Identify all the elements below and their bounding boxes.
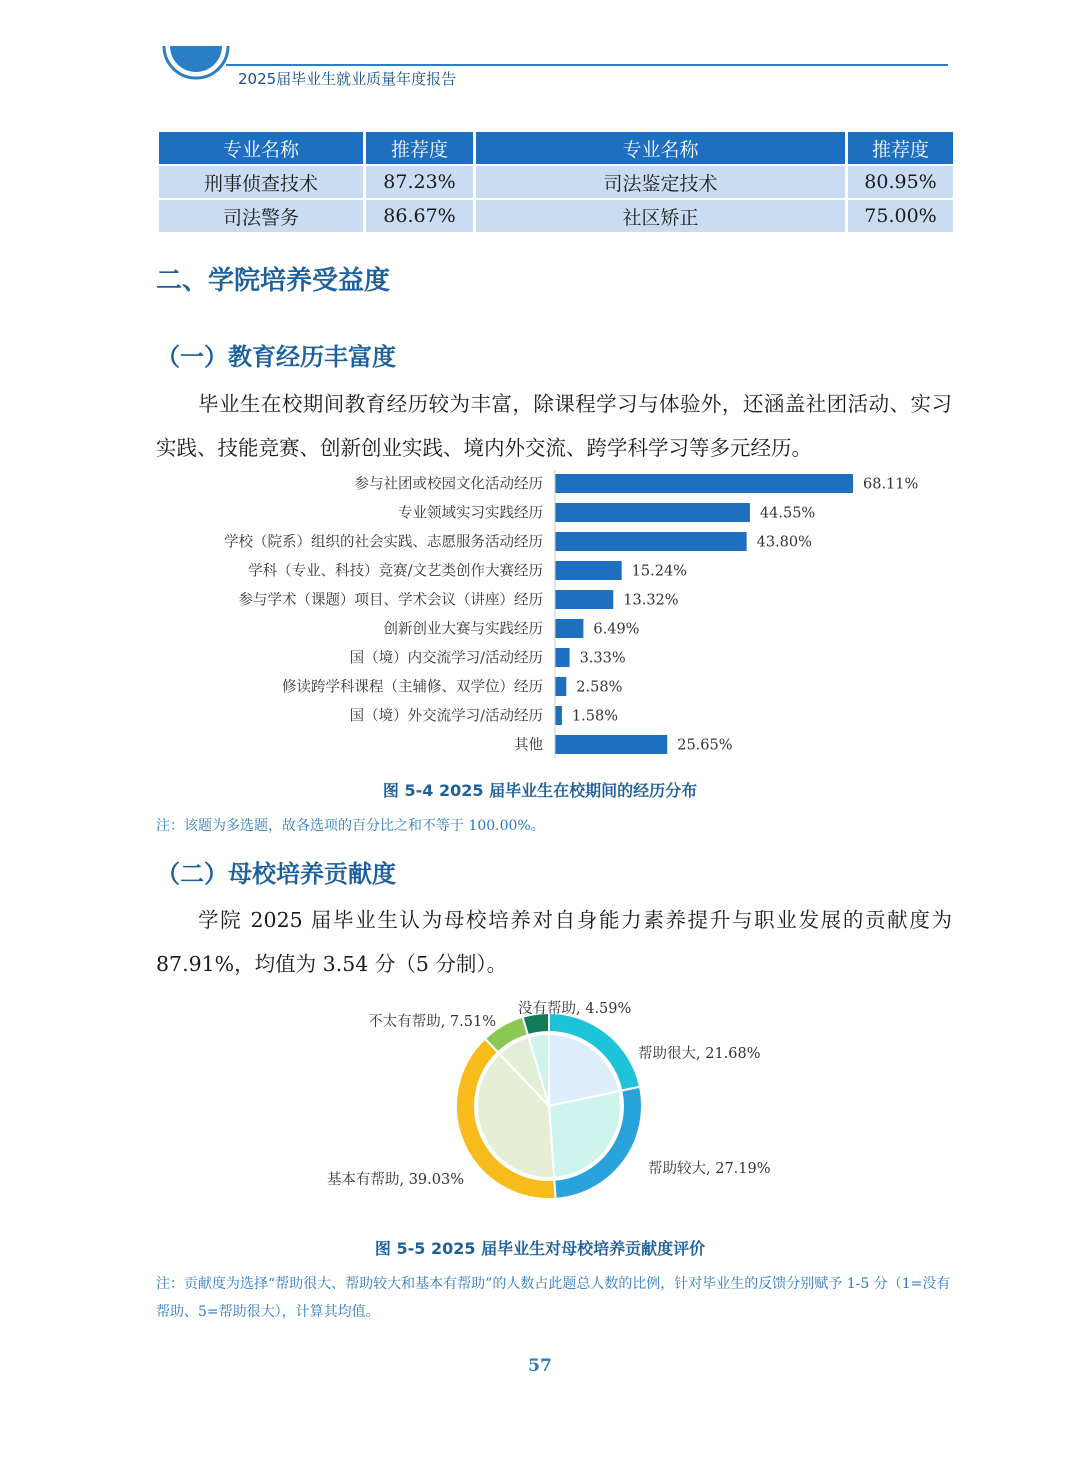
bar-value-label: 1.58%	[571, 708, 618, 725]
bar-value-label: 44.55%	[759, 505, 816, 522]
subsection-heading-2: （二）母校培养贡献度	[156, 860, 396, 888]
bar-category-label: 参与学术（课题）项目、学术会议（讲座）经历	[238, 592, 543, 609]
paragraph-experience: 毕业生在校期间教育经历较为丰富，除课程学习与体验外，还涵盖社团活动、实习实践、技能竞赛、创新创业实践、境内外交流、跨学科学习等多元经历。	[156, 392, 952, 460]
figure-caption-5-5: 图 5-5 2025 届毕业生对母校培养贡献度评价	[374, 1239, 706, 1258]
table-cell: 86.67%	[366, 200, 473, 232]
pie-label: 没有帮助, 4.59%	[518, 1001, 632, 1017]
table-header-cell: 推荐度	[366, 132, 473, 164]
pie-label: 帮助很大, 21.68%	[638, 1046, 761, 1062]
bar	[555, 503, 750, 522]
pie-label: 不太有帮助, 7.51%	[368, 1014, 496, 1030]
table-cell: 87.23%	[366, 166, 473, 198]
bar	[555, 532, 747, 551]
header-rule	[226, 64, 948, 66]
table-header-cell: 推荐度	[848, 132, 953, 164]
bar-value-label: 2.58%	[576, 679, 623, 696]
note-multiple-choice: 注：该题为多选题，故各选项的百分比之和不等于 100.00%。	[156, 818, 545, 834]
bar-category-label: 国（境）外交流学习/活动经历	[349, 708, 543, 725]
bar-category-label: 其他	[514, 737, 543, 754]
table-cell: 80.95%	[848, 166, 953, 198]
bar-value-label: 43.80%	[756, 534, 812, 551]
table-row	[159, 166, 953, 198]
header-title: 2025届毕业生就业质量年度报告	[238, 70, 457, 88]
bar	[555, 677, 566, 696]
bar	[555, 619, 583, 638]
subsection-heading-1: （一）教育经历丰富度	[156, 343, 396, 371]
bar-value-label: 6.49%	[593, 621, 640, 638]
bar	[555, 561, 622, 580]
bar-value-label: 68.11%	[863, 476, 919, 493]
bar-category-label: 修读跨学科课程（主辅修、双学位）经历	[282, 679, 543, 696]
bar-category-label: 参与社团或校园文化活动经历	[354, 476, 543, 493]
table-cell: 司法警务	[159, 200, 363, 232]
paragraph-contribution: 学院 2025 届毕业生认为母校培养对自身能力素养提升与职业发展的贡献度为 87.91%，均值为 3.54 分（5 分制）。	[156, 908, 952, 976]
experience-bar-chart	[150, 470, 950, 770]
bar-category-label: 学校（院系）组织的社会实践、志愿服务活动经历	[224, 534, 543, 551]
table-cell: 75.00%	[848, 200, 953, 232]
contribution-doughnut-chart	[300, 990, 800, 1220]
bar	[555, 648, 570, 667]
bar-value-label: 15.24%	[631, 563, 687, 580]
pie-label: 帮助较大, 27.19%	[648, 1161, 771, 1177]
table-header-cell: 专业名称	[159, 132, 363, 164]
table-cell: 刑事侦查技术	[159, 166, 363, 198]
bar-value-label: 13.32%	[623, 592, 679, 609]
bar-category-label: 学科（专业、科技）竞赛/文艺类创作大赛经历	[248, 563, 543, 580]
table-header-cell: 专业名称	[476, 132, 845, 164]
pie-label: 基本有帮助, 39.03%	[326, 1172, 464, 1188]
bar	[555, 474, 853, 493]
table-row	[159, 200, 953, 232]
major-recommendation-table	[156, 130, 956, 234]
bar-category-label: 国（境）内交流学习/活动经历	[349, 650, 543, 667]
bar	[555, 735, 667, 754]
figure-caption-5-4: 图 5-4 2025 届毕业生在校期间的经历分布	[382, 781, 698, 800]
page-number: 57	[528, 1356, 552, 1376]
bar-value-label: 25.65%	[677, 737, 733, 754]
bar-category-label: 创新创业大赛与实践经历	[383, 621, 543, 638]
note-contribution: 注：贡献度为选择“帮助很大、帮助较大和基本有帮助”的人数占此题总人数的比例，针对毕业生的反馈分别赋予 1-5 分（1=没有帮助、5=帮助很大），计算其均值。	[156, 1276, 951, 1320]
table-cell: 社区矫正	[476, 200, 845, 232]
table-header-row	[159, 132, 953, 164]
bar-value-label: 3.33%	[579, 650, 626, 667]
bar-category-label: 专业领域实习实践经历	[398, 505, 543, 522]
table-cell: 司法鉴定技术	[476, 166, 845, 198]
bar	[555, 590, 613, 609]
report-logo-icon	[160, 46, 232, 100]
bar	[555, 706, 562, 725]
section-heading: 二、学院培养受益度	[156, 266, 391, 296]
